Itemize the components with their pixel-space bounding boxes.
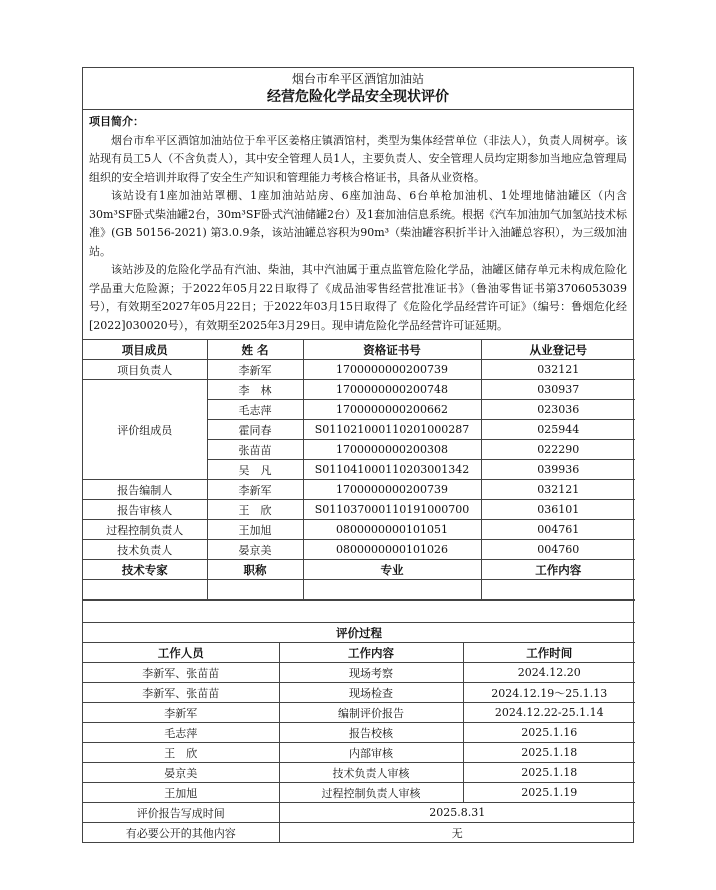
member-role: 评价组成员 — [83, 380, 207, 480]
report-time-row — [83, 803, 635, 823]
report-time-value: 2025.8.31 — [279, 803, 635, 823]
process-time: 2024.12.20 — [463, 663, 635, 683]
table-row — [83, 480, 635, 500]
table-row — [83, 763, 635, 783]
experts-header-major: 专业 — [303, 560, 481, 580]
table-row — [83, 683, 635, 703]
member-name: 毛志萍 — [207, 400, 303, 420]
process-spacer-row — [83, 601, 635, 623]
process-task: 编制评价报告 — [279, 703, 463, 723]
member-name: 李新军 — [207, 360, 303, 380]
member-cert: 1700000000200739 — [303, 360, 481, 380]
members-header-reg: 从业登记号 — [481, 340, 635, 360]
member-role: 技术负责人 — [83, 540, 207, 560]
member-reg: 004761 — [481, 520, 635, 540]
process-staff: 王加旭 — [83, 783, 279, 803]
document-title: 经营危险化学品安全现状评价 — [267, 89, 449, 105]
member-reg: 023036 — [481, 400, 635, 420]
member-name: 霍同春 — [207, 420, 303, 440]
member-role: 报告审核人 — [83, 500, 207, 520]
intro-paragraph-1: 烟台市牟平区酒馆加油站位于牟平区姜格庄镇酒馆村，类型为集体经营单位（非法人），负责人周树亭。该站现有员工5人（不含负责人），其中安全管理人员1人，主要负责人、安全管理人员均定期参加当地应急管理局组织的安全培训并取得了安全生产知识和管理能力考核合格证书，具备从业资格。 — [89, 133, 627, 184]
members-header-cert: 资格证书号 — [303, 340, 481, 360]
experts-header-expert: 技术专家 — [83, 560, 207, 580]
process-spacer — [83, 601, 635, 623]
experts-header-row — [83, 560, 635, 580]
member-cert: 0800000000101051 — [303, 520, 481, 540]
process-title-row — [83, 623, 635, 643]
process-staff: 李新军、张苗苗 — [83, 663, 279, 683]
table-row — [83, 723, 635, 743]
public-info-value: 无 — [279, 823, 635, 843]
member-cert: 1700000000200308 — [303, 440, 481, 460]
member-cert: 1700000000200662 — [303, 400, 481, 420]
member-name: 张苗苗 — [207, 440, 303, 460]
member-reg: 032121 — [481, 360, 635, 380]
process-task: 内部审核 — [279, 743, 463, 763]
process-staff: 晏京美 — [83, 763, 279, 783]
station-name: 烟台市牟平区酒馆加油站 — [291, 72, 424, 86]
process-header-row — [83, 643, 635, 663]
member-name: 王 欣 — [207, 500, 303, 520]
process-task: 技术负责人审核 — [279, 763, 463, 783]
process-time: 2024.12.19～25.1.13 — [463, 683, 635, 703]
members-header-role: 项目成员 — [83, 340, 207, 360]
member-cert: 0800000000101026 — [303, 540, 481, 560]
process-task: 过程控制负责人审核 — [279, 783, 463, 803]
process-time: 2025.1.18 — [463, 743, 635, 763]
expert-cell — [303, 580, 481, 600]
title-block — [83, 68, 633, 110]
table-row — [83, 703, 635, 723]
intro-paragraph-3: 该站涉及的危险化学品有汽油、柴油，其中汽油属于重点监管危险化学品，油罐区储存单元未构成危险化学品重大危险源；于2022年05月22日取得了《成品油零售经营批准证书》（鲁油零售证书第3706053039号），有效期至2027年05月22日；于2022年03月15日取得了《危险化学品经营许可证》（编号：鲁烟危化经[2022]030020号），有效期至2025年3月29日。现申请危险化学品经营许可证延期。 — [89, 263, 627, 332]
process-table — [83, 600, 635, 842]
intro-paragraph-2: 该站设有1座加油站罩棚、1座加油站站房、6座加油岛、6台单枪加油机、1处埋地储油罐区（内含30m³SF卧式柴油罐2台，30m³SF卧式汽油储罐2台）及1套加油信息系统。根据《汽车加油加气加氢站技术标准》(GB 50156-2021) 第3.0.9条，该站油罐总容积为90m³（柴油罐容积折半计入油罐总容积），为三级加油站。 — [89, 189, 628, 258]
experts-empty-row — [83, 580, 635, 600]
member-role: 过程控制负责人 — [83, 520, 207, 540]
member-cert: S011041000110203001342 — [303, 460, 481, 480]
member-reg: 004760 — [481, 540, 635, 560]
expert-cell — [481, 580, 635, 600]
process-title: 评价过程 — [83, 623, 635, 643]
table-row — [83, 380, 635, 400]
member-reg: 036101 — [481, 500, 635, 520]
process-staff: 李新军、张苗苗 — [83, 683, 279, 703]
table-row — [83, 540, 635, 560]
expert-cell — [83, 580, 207, 600]
process-time: 2025.1.19 — [463, 783, 635, 803]
member-reg: 022290 — [481, 440, 635, 460]
member-reg: 030937 — [481, 380, 635, 400]
table-row — [83, 500, 635, 520]
table-row — [83, 743, 635, 763]
table-row — [83, 520, 635, 540]
experts-header-title: 职称 — [207, 560, 303, 580]
evaluation-sheet — [82, 67, 634, 843]
member-name: 吴 凡 — [207, 460, 303, 480]
member-cert: S011037000110191000700 — [303, 500, 481, 520]
process-time: 2025.1.16 — [463, 723, 635, 743]
public-info-row — [83, 823, 635, 843]
process-staff: 毛志萍 — [83, 723, 279, 743]
process-header-staff: 工作人员 — [83, 643, 279, 663]
table-row — [83, 360, 635, 380]
member-cert: 1700000000200748 — [303, 380, 481, 400]
expert-cell — [207, 580, 303, 600]
process-task: 现场检查 — [279, 683, 463, 703]
member-name: 李新军 — [207, 480, 303, 500]
member-reg: 025944 — [481, 420, 635, 440]
intro-heading: 项目简介： — [89, 115, 144, 128]
member-role: 项目负责人 — [83, 360, 207, 380]
table-row — [83, 663, 635, 683]
members-header-name: 姓 名 — [207, 340, 303, 360]
experts-header-work: 工作内容 — [481, 560, 635, 580]
process-task: 现场考察 — [279, 663, 463, 683]
member-name: 王加旭 — [207, 520, 303, 540]
process-time: 2025.1.18 — [463, 763, 635, 783]
public-info-label: 有必要公开的其他内容 — [83, 823, 279, 843]
process-task: 报告校核 — [279, 723, 463, 743]
members-header-row — [83, 340, 635, 360]
process-staff: 李新军 — [83, 703, 279, 723]
member-role: 报告编制人 — [83, 480, 207, 500]
report-time-label: 评价报告写成时间 — [83, 803, 279, 823]
project-intro — [83, 110, 633, 340]
member-cert: S011021000110201000287 — [303, 420, 481, 440]
process-staff: 王 欣 — [83, 743, 279, 763]
table-row — [83, 783, 635, 803]
member-cert: 1700000000200739 — [303, 480, 481, 500]
members-table — [83, 340, 635, 600]
member-name: 晏京美 — [207, 540, 303, 560]
process-header-task: 工作内容 — [279, 643, 463, 663]
member-name: 李 林 — [207, 380, 303, 400]
member-reg: 039936 — [481, 460, 635, 480]
process-header-time: 工作时间 — [463, 643, 635, 663]
process-time: 2024.12.22-25.1.14 — [463, 703, 635, 723]
member-reg: 032121 — [481, 480, 635, 500]
